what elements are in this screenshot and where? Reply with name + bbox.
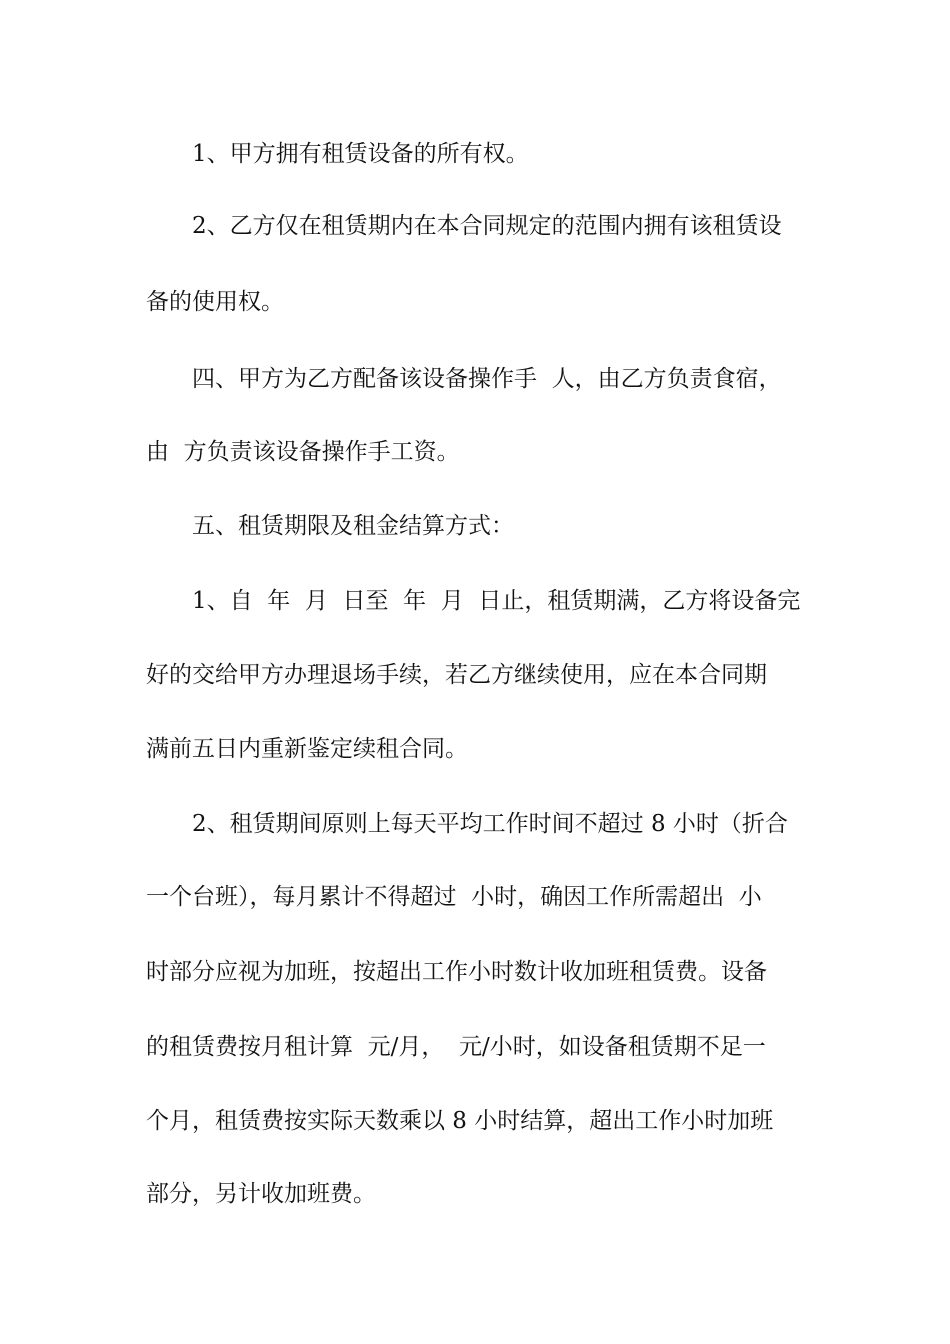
paragraph-line: 好的交给甲方办理退场手续，若乙方继续使用，应在本合同期: [146, 662, 767, 688]
paragraph-line: 备的使用权。: [146, 289, 284, 315]
paragraph-line: 一个台班），每月累计不得超过 小时，确因工作所需超出 小: [146, 884, 762, 910]
paragraph-line: 个月，租赁费按实际天数乘以 8 小时结算，超出工作小时加班: [146, 1108, 774, 1134]
paragraph-line: 四、甲方为乙方配备该设备操作手 人，由乙方负责食宿，: [192, 366, 782, 392]
paragraph-line: 由 方负责该设备操作手工资。: [146, 439, 460, 465]
paragraph-line: 的租赁费按月租计算 元/月， 元/小时，如设备租赁期不足一: [146, 1034, 766, 1060]
paragraph-line: 2、乙方仅在租赁期内在本合同规定的范围内拥有该租赁设: [192, 213, 782, 239]
paragraph-line: 部分，另计收加班费。: [146, 1181, 376, 1207]
paragraph-line: 五、租赁期限及租金结算方式：: [192, 513, 514, 539]
paragraph-line: 1、甲方拥有租赁设备的所有权。: [192, 141, 529, 167]
paragraph-line: 1、自 年 月 日至 年 月 日止，租赁期满，乙方将设备完: [192, 588, 801, 614]
paragraph-line: 满前五日内重新鉴定续租合同。: [146, 736, 468, 762]
paragraph-line: 2、租赁期间原则上每天平均工作时间不超过 8 小时（折合: [192, 811, 788, 837]
paragraph-line: 时部分应视为加班，按超出工作小时数计收加班租赁费。设备: [146, 959, 767, 985]
